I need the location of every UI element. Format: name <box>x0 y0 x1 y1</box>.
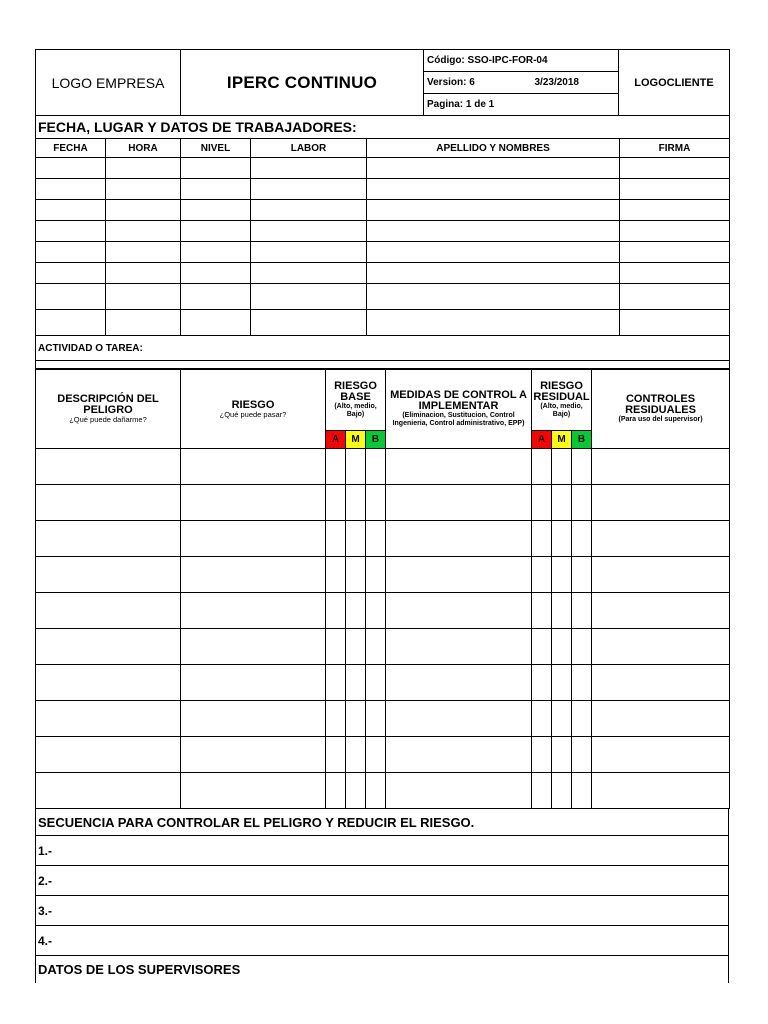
cell-medidas[interactable] <box>386 521 532 557</box>
cell-nivel[interactable] <box>181 284 251 310</box>
base-level-b: B <box>366 431 386 449</box>
cell-controles[interactable] <box>592 629 730 665</box>
cell-nombres[interactable] <box>367 310 620 336</box>
cell-descripcion[interactable] <box>36 737 181 773</box>
sequence-title: SECUENCIA PARA CONTROLAR EL PELIGRO Y REDUCIR EL RIESGO. <box>36 809 729 836</box>
cell-descripcion[interactable] <box>36 593 181 629</box>
table-row[interactable] <box>36 221 730 242</box>
cell-residual-b[interactable] <box>572 701 592 737</box>
residual-level-a: A <box>532 431 552 449</box>
cell-controles[interactable] <box>592 557 730 593</box>
cell-descripcion[interactable] <box>36 449 181 485</box>
form-code: Código: SSO-IPC-FOR-04 <box>424 50 619 72</box>
sequence-step-1[interactable]: 1.- <box>36 836 729 866</box>
cell-base-m[interactable] <box>346 593 366 629</box>
cell-base-a[interactable] <box>326 665 346 701</box>
table-row[interactable] <box>36 485 730 521</box>
supervisors-title: DATOS DE LOS SUPERVISORES <box>36 956 729 984</box>
cell-residual-b[interactable] <box>572 557 592 593</box>
header-riesgo-base <box>326 370 386 431</box>
residual-level-b: B <box>572 431 592 449</box>
cell-descripcion[interactable] <box>36 485 181 521</box>
cell-controles[interactable] <box>592 773 730 809</box>
cell-controles[interactable] <box>592 593 730 629</box>
cell-hora[interactable] <box>106 158 181 179</box>
cell-hora[interactable] <box>106 221 181 242</box>
spacer-row <box>36 361 730 369</box>
cell-residual-m[interactable] <box>552 593 572 629</box>
col-hora: HORA <box>106 139 181 158</box>
cell-medidas[interactable] <box>386 773 532 809</box>
cell-labor[interactable] <box>251 179 367 200</box>
cell-base-a[interactable] <box>326 521 346 557</box>
cell-controles[interactable] <box>592 521 730 557</box>
cell-firma[interactable] <box>620 310 730 336</box>
table-row[interactable] <box>36 263 730 284</box>
cell-base-b[interactable] <box>366 701 386 737</box>
cell-base-b[interactable] <box>366 629 386 665</box>
cell-residual-b[interactable] <box>572 665 592 701</box>
cell-firma[interactable] <box>620 284 730 310</box>
cell-base-m[interactable] <box>346 737 366 773</box>
header-descripcion-peligro <box>36 370 181 449</box>
risk-table <box>35 369 730 809</box>
cell-fecha[interactable] <box>36 158 106 179</box>
cell-firma[interactable] <box>620 158 730 179</box>
cell-riesgo[interactable] <box>181 701 326 737</box>
cell-base-a[interactable] <box>326 737 346 773</box>
form-date: 3/23/2018 <box>532 72 619 94</box>
cell-riesgo[interactable] <box>181 593 326 629</box>
cell-controles[interactable] <box>592 449 730 485</box>
cell-residual-m[interactable] <box>552 737 572 773</box>
cell-base-b[interactable] <box>366 593 386 629</box>
cell-fecha[interactable] <box>36 179 106 200</box>
cell-base-b[interactable] <box>366 449 386 485</box>
cell-medidas[interactable] <box>386 629 532 665</box>
cell-nivel[interactable] <box>181 310 251 336</box>
riesgo-base-sub: (Alto, medio, Bajo) <box>334 403 377 418</box>
cell-riesgo[interactable] <box>181 665 326 701</box>
cell-nombres[interactable] <box>367 158 620 179</box>
cell-fecha[interactable] <box>36 221 106 242</box>
cell-riesgo[interactable] <box>181 773 326 809</box>
cell-residual-a[interactable] <box>532 629 552 665</box>
cell-medidas[interactable] <box>386 557 532 593</box>
cell-riesgo[interactable] <box>181 449 326 485</box>
cell-base-b[interactable] <box>366 521 386 557</box>
descripcion-title: DESCRIPCIÓN DEL PELIGRO <box>57 393 159 416</box>
cell-hora[interactable] <box>106 179 181 200</box>
activity-field[interactable]: ACTIVIDAD O TAREA: <box>36 336 730 361</box>
cell-base-a[interactable] <box>326 629 346 665</box>
cell-hora[interactable] <box>106 284 181 310</box>
cell-firma[interactable] <box>620 200 730 221</box>
cell-descripcion[interactable] <box>36 665 181 701</box>
cell-descripcion[interactable] <box>36 773 181 809</box>
table-row[interactable] <box>36 242 730 263</box>
cell-descripcion[interactable] <box>36 557 181 593</box>
table-row[interactable] <box>36 557 730 593</box>
cell-residual-a[interactable] <box>532 773 552 809</box>
base-level-a: A <box>326 431 346 449</box>
cell-residual-b[interactable] <box>572 521 592 557</box>
cell-controles[interactable] <box>592 737 730 773</box>
cell-nivel[interactable] <box>181 221 251 242</box>
cell-base-a[interactable] <box>326 557 346 593</box>
table-row[interactable] <box>36 737 730 773</box>
cell-firma[interactable] <box>620 221 730 242</box>
cell-base-m[interactable] <box>346 485 366 521</box>
cell-residual-b[interactable] <box>572 773 592 809</box>
table-row[interactable] <box>36 773 730 809</box>
cell-hora[interactable] <box>106 310 181 336</box>
cell-residual-b[interactable] <box>572 485 592 521</box>
form-header <box>35 49 730 116</box>
cell-riesgo[interactable] <box>181 629 326 665</box>
cell-residual-a[interactable] <box>532 665 552 701</box>
cell-base-m[interactable] <box>346 701 366 737</box>
base-level-m: M <box>346 431 366 449</box>
cell-nivel[interactable] <box>181 242 251 263</box>
header-riesgo <box>181 370 326 449</box>
cell-firma[interactable] <box>620 263 730 284</box>
medidas-sub: (Eliminacion, Sustitucion, Control Ingenieria, Control administrativo, EPP) <box>392 412 525 427</box>
form-title: IPERC CONTINUO <box>181 50 424 116</box>
header-riesgo-residual <box>532 370 592 431</box>
table-row[interactable] <box>36 200 730 221</box>
table-row[interactable] <box>36 158 730 179</box>
cell-residual-a[interactable] <box>532 485 552 521</box>
cell-base-a[interactable] <box>326 449 346 485</box>
cell-residual-a[interactable] <box>532 593 552 629</box>
cell-base-m[interactable] <box>346 773 366 809</box>
residual-level-m: M <box>552 431 572 449</box>
riesgo-title: RIESGO <box>231 398 275 411</box>
workers-section-title: FECHA, LUGAR Y DATOS DE TRABAJADORES: <box>36 116 730 139</box>
cell-base-m[interactable] <box>346 665 366 701</box>
cell-firma[interactable] <box>620 242 730 263</box>
cell-residual-a[interactable] <box>532 701 552 737</box>
cell-hora[interactable] <box>106 242 181 263</box>
cell-residual-a[interactable] <box>532 521 552 557</box>
cell-riesgo[interactable] <box>181 557 326 593</box>
cell-base-m[interactable] <box>346 449 366 485</box>
cell-medidas[interactable] <box>386 737 532 773</box>
cell-base-m[interactable] <box>346 521 366 557</box>
riesgo-residual-title: RIESGO RESIDUAL <box>533 380 590 403</box>
cell-residual-b[interactable] <box>572 737 592 773</box>
col-firma: FIRMA <box>620 139 730 158</box>
cell-controles[interactable] <box>592 665 730 701</box>
cell-descripcion[interactable] <box>36 701 181 737</box>
cell-fecha[interactable] <box>36 200 106 221</box>
riesgo-base-title: RIESGO BASE <box>334 380 377 403</box>
cell-nombres[interactable] <box>367 221 620 242</box>
cell-fecha[interactable] <box>36 242 106 263</box>
form-page: Pagina: 1 de 1 <box>424 94 619 116</box>
cell-labor[interactable] <box>251 263 367 284</box>
cell-hora[interactable] <box>106 263 181 284</box>
header-controles-residuales <box>592 370 730 449</box>
cell-riesgo[interactable] <box>181 485 326 521</box>
cell-nivel[interactable] <box>181 179 251 200</box>
table-row[interactable] <box>36 310 730 336</box>
cell-nivel[interactable] <box>181 200 251 221</box>
table-row[interactable] <box>36 665 730 701</box>
sequence-step-2[interactable]: 2.- <box>36 866 729 896</box>
col-apellido-nombres: APELLIDO Y NOMBRES <box>367 139 620 158</box>
cell-residual-m[interactable] <box>552 701 572 737</box>
cell-nivel[interactable] <box>181 263 251 284</box>
sequence-table <box>35 809 729 983</box>
cell-nivel[interactable] <box>181 158 251 179</box>
cell-base-b[interactable] <box>366 485 386 521</box>
cell-residual-m[interactable] <box>552 485 572 521</box>
cell-residual-a[interactable] <box>532 449 552 485</box>
cell-medidas[interactable] <box>386 593 532 629</box>
cell-firma[interactable] <box>620 179 730 200</box>
cell-labor[interactable] <box>251 242 367 263</box>
cell-base-b[interactable] <box>366 773 386 809</box>
cell-medidas[interactable] <box>386 449 532 485</box>
sequence-step-4[interactable]: 4.- <box>36 926 729 956</box>
cell-labor[interactable] <box>251 284 367 310</box>
table-row[interactable] <box>36 179 730 200</box>
cell-nombres[interactable] <box>367 179 620 200</box>
cell-nombres[interactable] <box>367 242 620 263</box>
cell-residual-m[interactable] <box>552 665 572 701</box>
sequence-step-3[interactable]: 3.- <box>36 896 729 926</box>
table-row[interactable] <box>36 593 730 629</box>
table-row[interactable] <box>36 701 730 737</box>
cell-residual-b[interactable] <box>572 449 592 485</box>
cell-fecha[interactable] <box>36 310 106 336</box>
riesgo-residual-sub: (Alto, medio, Bajo) <box>540 403 583 418</box>
riesgo-sub: ¿Qué puede pasar? <box>219 409 287 419</box>
table-row[interactable] <box>36 284 730 310</box>
cell-residual-b[interactable] <box>572 593 592 629</box>
cell-medidas[interactable] <box>386 485 532 521</box>
workers-table <box>35 116 730 369</box>
medidas-title: MEDIDAS DE CONTROL A IMPLEMENTAR <box>390 389 527 412</box>
cell-residual-a[interactable] <box>532 557 552 593</box>
cell-controles[interactable] <box>592 701 730 737</box>
header-medidas-control <box>386 370 532 449</box>
cell-fecha[interactable] <box>36 284 106 310</box>
cell-residual-m[interactable] <box>552 521 572 557</box>
cell-base-a[interactable] <box>326 773 346 809</box>
cell-base-a[interactable] <box>326 485 346 521</box>
cell-residual-m[interactable] <box>552 557 572 593</box>
descripcion-sub: ¿Qué puede dañarme? <box>69 415 147 424</box>
cell-residual-m[interactable] <box>552 773 572 809</box>
cell-medidas[interactable] <box>386 665 532 701</box>
table-row[interactable] <box>36 449 730 485</box>
cell-labor[interactable] <box>251 200 367 221</box>
cell-labor[interactable] <box>251 158 367 179</box>
controles-title: CONTROLES RESIDUALES <box>625 393 696 416</box>
iperc-form <box>35 49 729 983</box>
col-fecha: FECHA <box>36 139 106 158</box>
cell-residual-m[interactable] <box>552 629 572 665</box>
cell-nombres[interactable] <box>367 200 620 221</box>
cell-descripcion[interactable] <box>36 629 181 665</box>
company-logo-placeholder: LOGO EMPRESA <box>36 50 181 116</box>
table-row[interactable] <box>36 521 730 557</box>
controles-sub: (Para uso del supervisor) <box>618 416 703 423</box>
cell-base-a[interactable] <box>326 701 346 737</box>
cell-base-b[interactable] <box>366 557 386 593</box>
cell-fecha[interactable] <box>36 263 106 284</box>
col-nivel: NIVEL <box>181 139 251 158</box>
cell-nombres[interactable] <box>367 284 620 310</box>
cell-medidas[interactable] <box>386 701 532 737</box>
cell-nombres[interactable] <box>367 263 620 284</box>
cell-labor[interactable] <box>251 310 367 336</box>
col-labor: LABOR <box>251 139 367 158</box>
cell-residual-m[interactable] <box>552 449 572 485</box>
cell-descripcion[interactable] <box>36 521 181 557</box>
form-version: Version: 6 <box>424 72 532 94</box>
cell-base-b[interactable] <box>366 737 386 773</box>
cell-residual-b[interactable] <box>572 629 592 665</box>
cell-hora[interactable] <box>106 200 181 221</box>
cell-base-a[interactable] <box>326 593 346 629</box>
cell-controles[interactable] <box>592 485 730 521</box>
cell-residual-a[interactable] <box>532 737 552 773</box>
cell-riesgo[interactable] <box>181 737 326 773</box>
cell-labor[interactable] <box>251 221 367 242</box>
cell-base-b[interactable] <box>366 665 386 701</box>
cell-base-m[interactable] <box>346 557 366 593</box>
client-logo-placeholder: LOGOCLIENTE <box>619 50 730 116</box>
table-row[interactable] <box>36 629 730 665</box>
cell-riesgo[interactable] <box>181 521 326 557</box>
cell-base-m[interactable] <box>346 629 366 665</box>
